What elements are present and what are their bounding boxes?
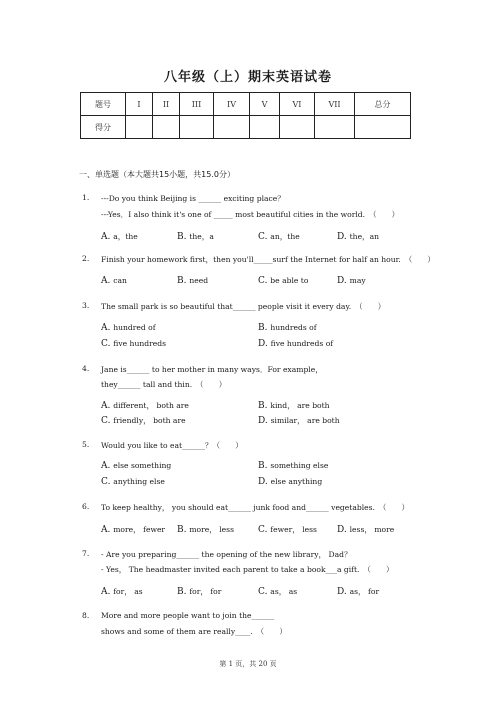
option-letter: C. <box>258 276 271 286</box>
option-text: as， for <box>349 587 380 596</box>
option-text: kind， are both <box>270 401 330 410</box>
option-letter: A. <box>101 323 114 333</box>
answer-option[interactable] <box>101 323 156 333</box>
answer-option[interactable] <box>258 586 297 597</box>
answer-option[interactable] <box>101 339 166 349</box>
header-cell: 总分 <box>355 93 411 116</box>
option-letter: D. <box>258 416 271 426</box>
score-cell <box>280 116 315 139</box>
answer-option[interactable] <box>337 276 366 286</box>
option-text: hundreds of <box>270 323 317 332</box>
option-letter: B. <box>177 525 190 535</box>
answer-option[interactable] <box>258 524 317 535</box>
question-text: ---Yes．I also think it's one of _____ most beautiful cities in the world. （ ） <box>101 210 400 219</box>
option-letter: C. <box>101 477 114 487</box>
option-letter: D. <box>337 276 350 286</box>
answer-option[interactable] <box>101 586 143 597</box>
option-letter: A. <box>101 525 114 535</box>
answer-option[interactable] <box>337 586 379 597</box>
option-text: friendly， both are <box>113 416 186 425</box>
score-table-header-row <box>81 93 411 116</box>
answer-option[interactable] <box>258 400 330 411</box>
option-letter: D. <box>258 477 271 487</box>
header-cell: IV <box>214 93 250 116</box>
question-text: To keep healthy， you should eat______ junk food and______ vegetables. （ ） <box>101 503 410 512</box>
question-text: shows and some of them are really____. （ ） <box>101 627 287 636</box>
option-letter: A. <box>101 401 114 411</box>
answer-option[interactable] <box>258 323 317 333</box>
score-cell <box>355 116 411 139</box>
answer-option[interactable] <box>337 524 394 535</box>
option-letter: C. <box>101 416 114 426</box>
question-text: Would you like to eat______？（ ） <box>101 441 243 450</box>
header-cell: VI <box>280 93 315 116</box>
question-text: More and more people want to join the______ <box>101 611 275 620</box>
score-table-score-row <box>81 116 411 139</box>
option-text: the，a <box>189 232 214 241</box>
question-text: - Yes， The headmaster invited each parent to take a book___a gift. （ ） <box>101 565 394 574</box>
score-cell <box>153 116 180 139</box>
option-text: five hundreds <box>113 339 166 348</box>
question-number: 3. <box>82 301 90 310</box>
question-text: Jane is______ to her mother in many ways．For example， <box>101 365 323 374</box>
row-label: 得分 <box>81 116 126 139</box>
header-cell: VII <box>315 93 355 116</box>
option-text: for， as <box>113 587 143 596</box>
question-number: 5. <box>82 440 90 449</box>
option-text: different， both are <box>113 401 189 410</box>
answer-option[interactable] <box>258 461 328 471</box>
option-text: need <box>189 276 209 285</box>
question-number: 1. <box>82 193 90 202</box>
question-text: - Are you preparing______ the opening of the new library， Dad？ <box>101 550 352 559</box>
option-letter: C. <box>258 587 271 597</box>
option-letter: B. <box>258 323 271 333</box>
question-text: Finish your homework first，then you'll_____surf the Internet for half an hour. （ ） <box>101 255 436 264</box>
answer-option[interactable] <box>101 415 186 426</box>
option-letter: D. <box>337 587 350 597</box>
option-letter: A. <box>101 587 114 597</box>
header-cell: II <box>153 93 180 116</box>
option-text: hundred of <box>113 323 156 332</box>
answer-option[interactable] <box>101 400 189 411</box>
option-text: else something <box>113 461 172 470</box>
page-title: 八年级（上）期末英语试卷 <box>163 70 332 85</box>
answer-option[interactable] <box>258 339 333 349</box>
option-letter: A. <box>101 276 114 286</box>
score-cell <box>126 116 153 139</box>
option-letter: D. <box>337 525 350 535</box>
answer-option[interactable] <box>101 231 138 242</box>
option-letter: A. <box>101 232 114 242</box>
option-letter: D. <box>337 232 350 242</box>
header-cell: 题号 <box>81 93 126 116</box>
option-text: less， more <box>349 525 395 534</box>
answer-option[interactable] <box>177 231 214 242</box>
question-number: 6. <box>82 502 90 511</box>
option-letter: D. <box>258 339 271 349</box>
option-text: a，the <box>113 232 138 241</box>
option-letter: A. <box>101 461 114 471</box>
header-cell: III <box>180 93 214 116</box>
answer-option[interactable] <box>258 276 308 286</box>
question-number: 2. <box>82 254 90 263</box>
answer-option[interactable] <box>337 231 379 242</box>
answer-option[interactable] <box>101 461 171 471</box>
answer-option[interactable] <box>177 586 221 597</box>
section-heading: 一、单选题（本大题共15小题，共15.0分） <box>79 170 235 179</box>
answer-option[interactable] <box>177 524 234 535</box>
question-number: 4. <box>82 364 90 373</box>
option-text: similar， are both <box>270 416 340 425</box>
option-letter: B. <box>177 276 190 286</box>
option-letter: B. <box>258 401 271 411</box>
answer-option[interactable] <box>177 276 208 286</box>
option-text: more， fewer <box>113 525 166 534</box>
option-letter: C. <box>101 339 114 349</box>
option-text: be able to <box>270 276 309 285</box>
option-letter: C. <box>258 232 271 242</box>
option-text: else anything <box>270 477 323 486</box>
option-letter: B. <box>177 587 190 597</box>
option-text: more， less <box>189 525 234 534</box>
option-text: as， as <box>270 587 298 596</box>
option-letter: B. <box>177 232 190 242</box>
question-number: 7. <box>82 549 90 558</box>
option-text: an，the <box>270 232 300 241</box>
answer-option[interactable] <box>258 477 322 487</box>
question-text: ---Do you think Beijing is ______ exciting place？ <box>101 194 285 203</box>
option-text: may <box>349 276 366 285</box>
score-cell <box>180 116 214 139</box>
question-text: they______ tall and thin. （ ） <box>101 380 227 389</box>
answer-option[interactable] <box>258 415 340 426</box>
option-text: fewer， less <box>270 525 317 534</box>
answer-option[interactable] <box>101 524 165 535</box>
page-footer: 第 1 页，共 20 页 <box>219 660 277 668</box>
option-text: something else <box>270 461 329 470</box>
option-text: five hundreds of <box>270 339 334 348</box>
question-number: 8. <box>82 611 90 620</box>
score-table <box>80 92 411 139</box>
option-text: anything else <box>113 477 165 486</box>
option-text: can <box>113 276 127 285</box>
answer-option[interactable] <box>101 477 165 487</box>
option-text: for， for <box>189 587 222 596</box>
answer-option[interactable] <box>101 276 127 286</box>
score-cell <box>250 116 280 139</box>
option-letter: B. <box>258 461 271 471</box>
score-cell <box>214 116 250 139</box>
question-text: The small park is so beautiful that______ people visit it every day. （ ） <box>101 302 386 311</box>
header-cell: I <box>126 93 153 116</box>
header-cell: V <box>250 93 280 116</box>
answer-option[interactable] <box>258 231 300 242</box>
option-text: the，an <box>349 232 380 241</box>
score-cell <box>315 116 355 139</box>
option-letter: C. <box>258 525 271 535</box>
